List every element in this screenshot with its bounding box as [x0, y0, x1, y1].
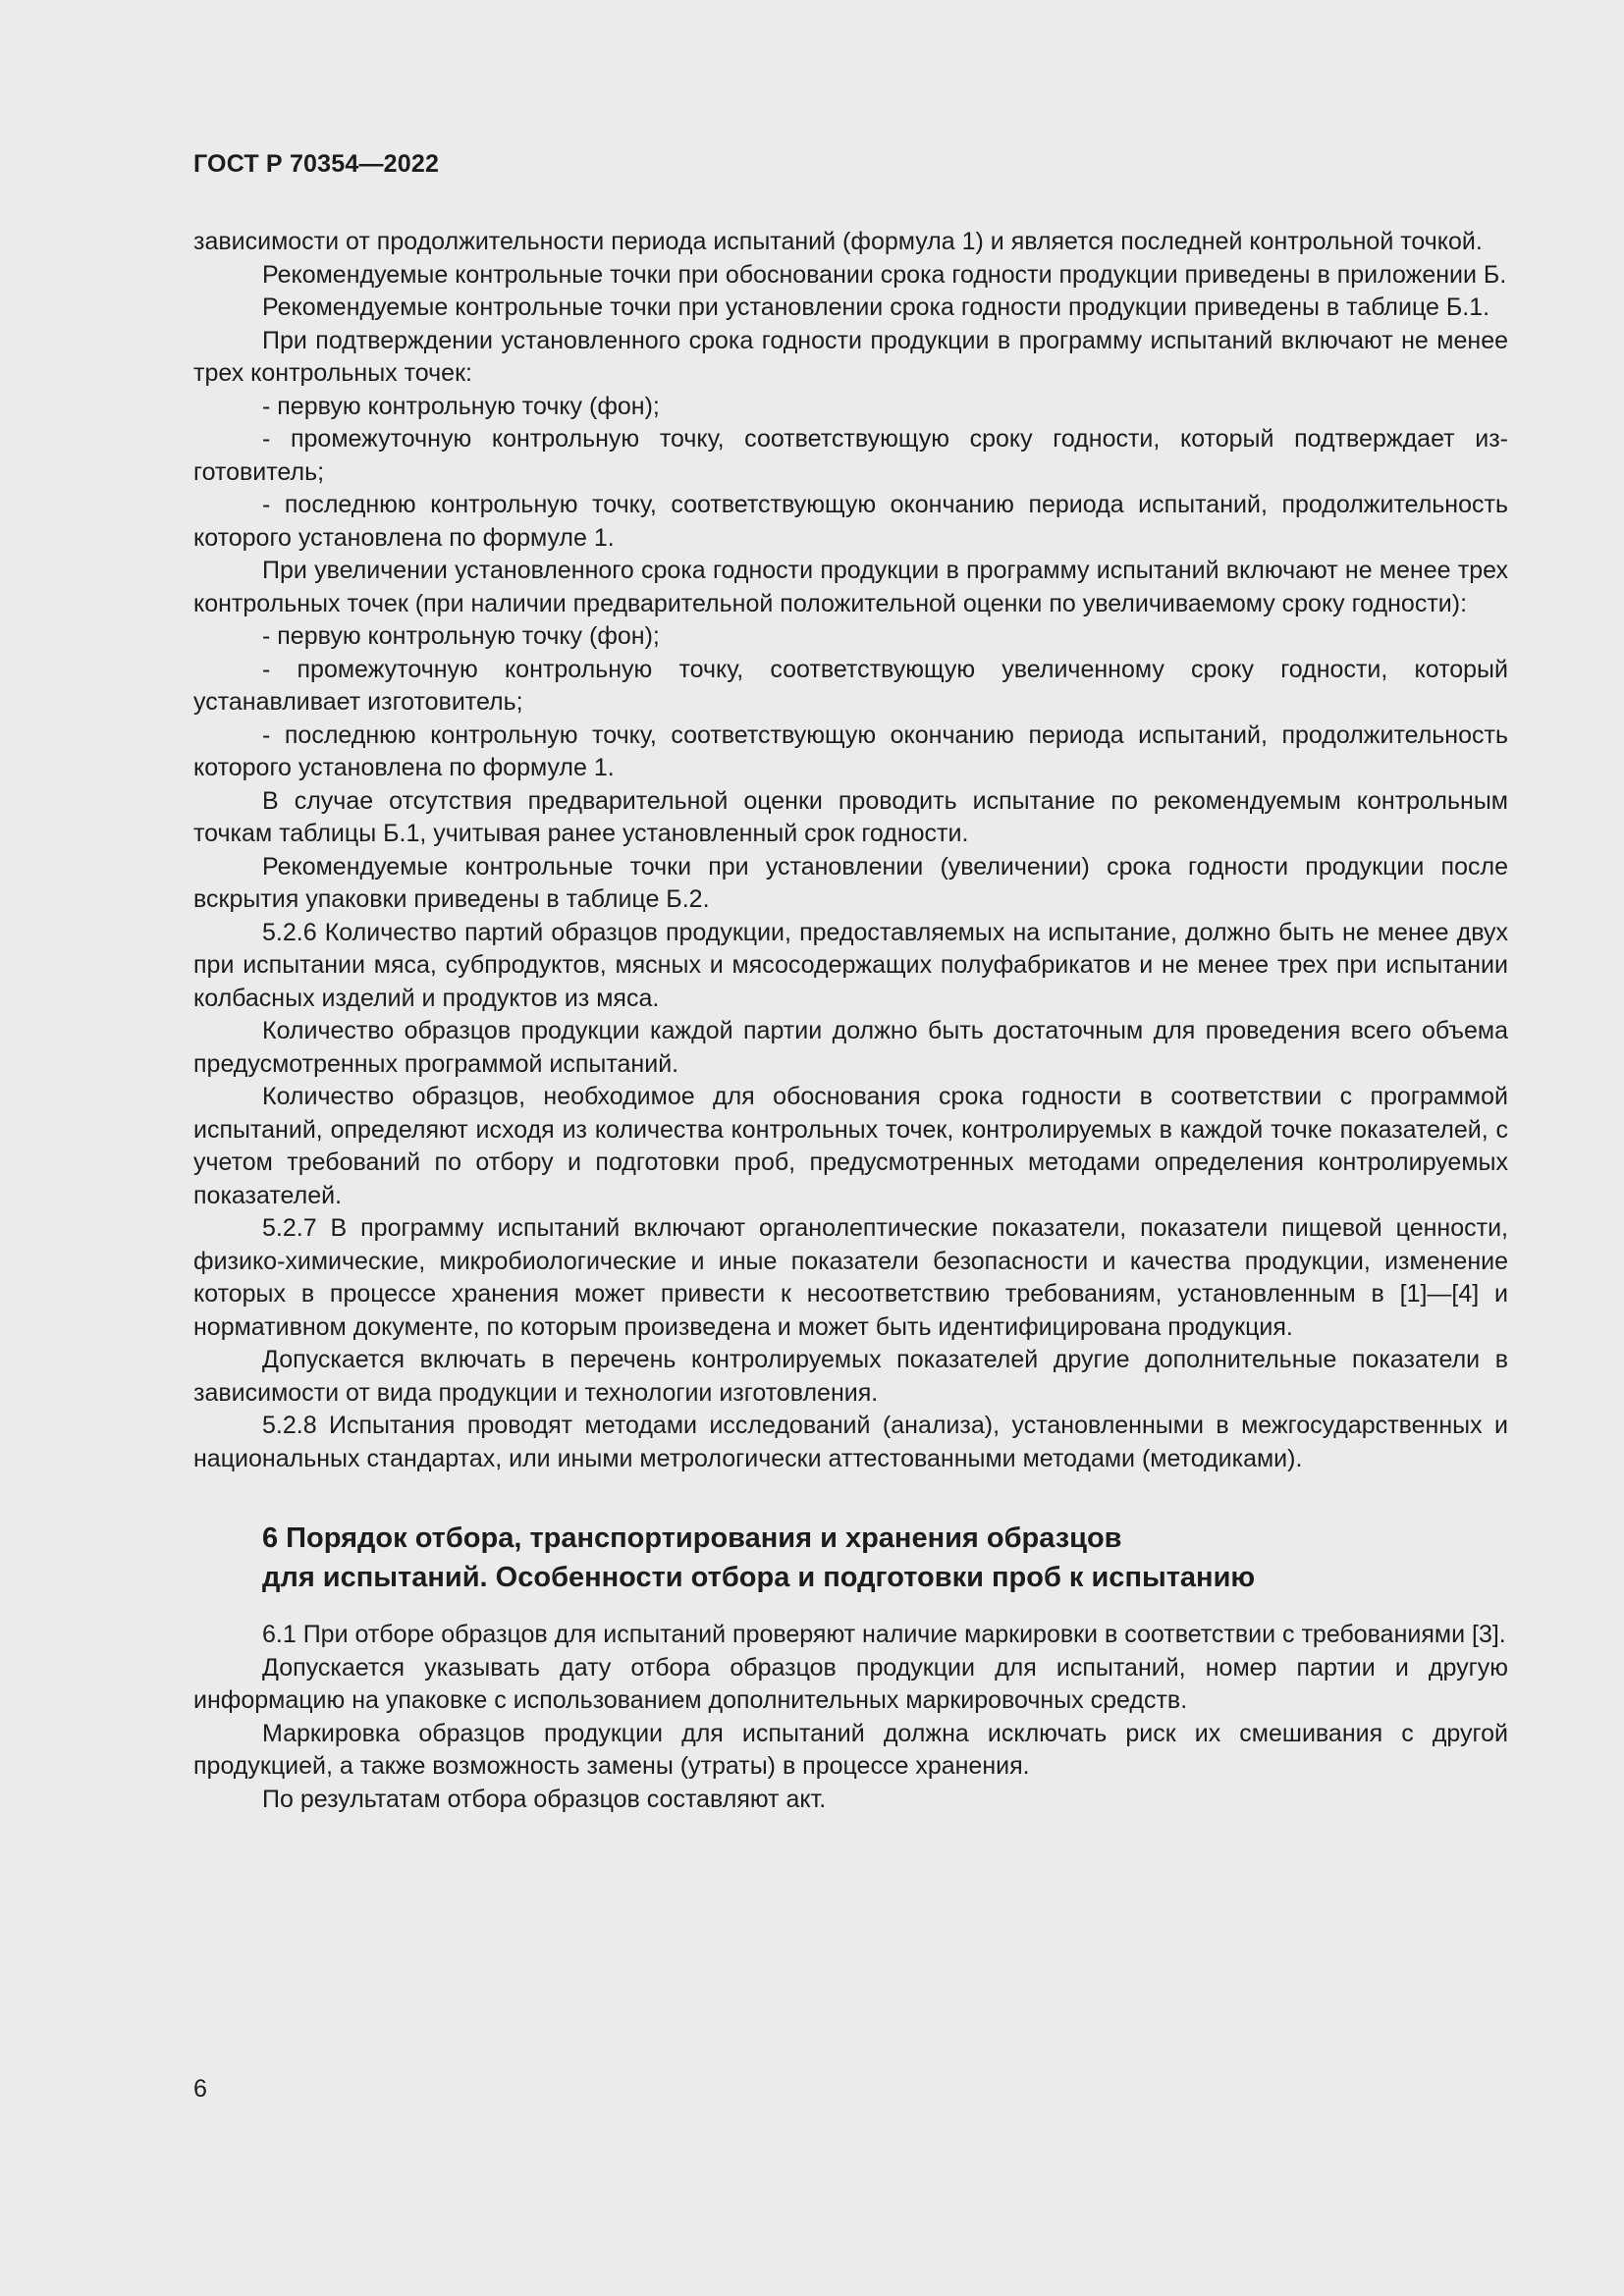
- list-item: - последнюю контрольную точку, соответствующую окончанию периода испытаний, продолжительность которого установлена по формуле 1.: [193, 491, 1508, 552]
- clause-6-1: 6.1 При отборе образцов для испытаний проверяют наличие маркировки в соответствии с требованиями [3].: [262, 1621, 1506, 1648]
- document-body: [193, 226, 1508, 1816]
- paragraph: Рекомендуемые контрольные точки при установлении срока годности продукции приведены в таблице Б.1.: [262, 294, 1490, 321]
- clause-5-2-8: 5.2.8 Испытания проводят методами исследований (анализа), установленными в межгосударственных и национальных стандартах, или иными метрологически аттестованными методами (методиками).: [193, 1412, 1508, 1472]
- paragraph: зависимости от продолжительности периода испытаний (формула 1) и является последней контрольной точкой.: [193, 228, 1483, 255]
- paragraph: При увеличении установленного срока годности продукции в программу испытаний включают не менее трех контрольных точек (при наличии предварительной положительной оценки по увеличиваемому сроку годности):: [193, 557, 1508, 617]
- paragraph: Количество образцов, необходимое для обоснования срока годности в соответствии с программой испытаний, определяют исходя из количества контрольных точек, контролируемых в каждой точке показателей, с учетом требований по отбору и подготовки проб, предусмотренных методами определения контролируемых показателей.: [193, 1083, 1508, 1209]
- paragraph: Рекомендуемые контрольные точки при установлении (увеличении) срока годности продукции после вскрытия упаковки приведены в таблице Б.2.: [193, 852, 1508, 913]
- section-6-heading-line-1: 6 Порядок отбора, транспортирования и хранения образцов: [262, 1522, 1122, 1554]
- list-item: - первую контрольную точку (фон);: [262, 622, 660, 650]
- list-item: - промежуточную контрольную точку, соответствующую увеличенному сроку годности, который устанавливает изготовитель;: [193, 655, 1508, 716]
- list-item: - первую контрольную точку (фон);: [262, 392, 660, 420]
- paragraph: Маркировка образцов продукции для испытаний должна исключать риск их смешивания с другой продукцией, а также возможность замены (утраты) в процессе хранения.: [193, 1719, 1508, 1780]
- list-item: - последнюю контрольную точку, соответствующую окончанию периода испытаний, продолжительность которого установлена по формуле 1.: [193, 721, 1508, 781]
- clause-5-2-7: 5.2.7 В программу испытаний включают органолептические показатели, показатели пищевой ценности, физико-химические, микробиологические и иные показатели безопасности и качества продукции, изменение которых в процессе хранения может привести к несоответствию требованиям, установленным в [1]—[4] и нормативном документе, по которым произведена и может быть идентифицирована продукция.: [193, 1214, 1508, 1341]
- paragraph: Допускается указывать дату отбора образцов продукции для испытаний, номер партии и другую информацию на упаковке с использованием дополнительных маркировочных средств.: [193, 1653, 1508, 1714]
- section-6-heading: [262, 1519, 1508, 1597]
- paragraph: Допускается включать в перечень контролируемых показателей другие дополнительные показатели в зависимости от вида продукции и технологии изготовления.: [193, 1346, 1508, 1407]
- document-header: ГОСТ Р 70354—2022: [193, 150, 440, 178]
- clause-5-2-6: 5.2.6 Количество партий образцов продукции, предоставляемых на испытание, должно быть не менее двух при испытании мяса, субпродуктов, мясных и мясосодержащих полуфабрикатов и не менее трех при испытании колбасных изделий и продуктов из мяса.: [193, 918, 1508, 1012]
- page-number: 6: [193, 2075, 207, 2103]
- paragraph: По результатам отбора образцов составляют акт.: [262, 1785, 827, 1813]
- section-6-heading-line-2: для испытаний. Особенности отбора и подготовки проб к испытанию: [262, 1562, 1256, 1593]
- paragraph: Рекомендуемые контрольные точки при обосновании срока годности продукции приведены в приложении Б.: [262, 260, 1507, 289]
- list-item: - промежуточную контрольную точку, соответствующую сроку годности, который подтверждает изготовитель;: [193, 425, 1508, 486]
- paragraph: При подтверждении установленного срока годности продукции в программу испытаний включают не менее трех контрольных точек:: [193, 326, 1508, 387]
- paragraph: В случае отсутствия предварительной оценки проводить испытание по рекомендуемым контрольным точкам таблицы Б.1, учитывая ранее установленный срок годности.: [193, 786, 1508, 847]
- paragraph: Количество образцов продукции каждой партии должно быть достаточным для проведения всего объема предусмотренных программой испытаний.: [193, 1017, 1508, 1078]
